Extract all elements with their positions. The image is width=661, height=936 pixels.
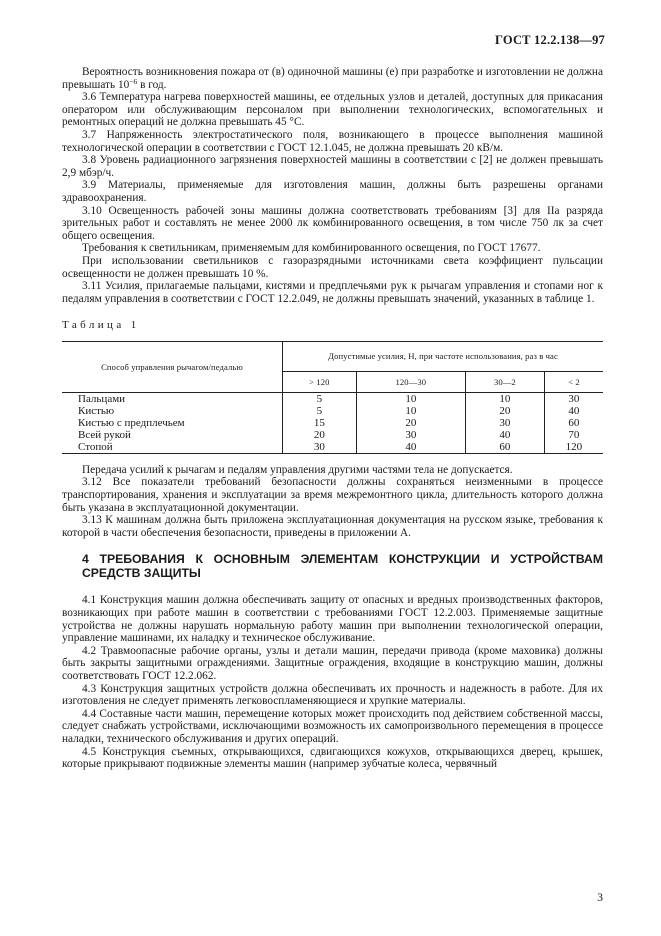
table-cell: 5: [316, 392, 323, 405]
paragraph-3-13: 3.13 К машинам должна быть приложена эксплуатационная документация на русском языке, требования к которой в части обеспечения безопасности, приведены в приложении А.: [62, 514, 603, 539]
table-cell: Всей рукой: [78, 428, 131, 441]
paragraph-3-6: 3.6 Температура нагрева поверхностей машины, ее отдельных узлов и деталей, доступных для прикасания оператором или обслуживающим персоналом при выполнении технологических, вспомогательных и ремонтных операций не должна превышать 45 °С.: [62, 91, 603, 129]
table-cell: 60: [499, 440, 511, 453]
paragraph-4-3: 4.3 Конструкция защитных устройств должна обеспечивать их прочность и надежность в работе. Для их изготовления не следует применять легковоспламеняющиеся и хрупкие материалы.: [62, 682, 603, 708]
table-cell: 60: [568, 416, 580, 429]
paragraph-3-8: 3.8 Уровень радиационного загрязнения поверхностей машины в соответствии с [2] не должен превышать 2,9 мбэр/ч.: [62, 154, 603, 179]
paragraph-3-7: 3.7 Напряженность электростатического поля, возникающего в процессе выполнения машиной технологической операции в соответствии с ГОСТ 12.1.045, не должна превышать 20 кВ/м.: [62, 128, 603, 154]
table-cell: 10: [499, 392, 511, 405]
table-cell: 40: [499, 428, 511, 441]
section-4-heading: 4 ТРЕБОВАНИЯ К ОСНОВНЫМ ЭЛЕМЕНТАМ КОНСТРУКЦИИ И УСТРОЙСТВАМ СРЕДСТВ ЗАЩИТЫ: [82, 552, 603, 580]
paragraph-3-12: 3.12 Все показатели требований безопасности должны сохраняться неизменными в процессе транспортирования, хранения и эксплуатации за время межремонтного цикла, длительность которого должна быть указана в эксплуатационной документации.: [62, 476, 603, 514]
table-methods-column: [62, 392, 283, 453]
table-subheader: 30—2: [465, 371, 544, 392]
paragraph-4-4: 4.4 Составные части машин, перемещение которых может происходить под действием собственной массы, следует снабжать устройствами, исключающими возможность их самопроизвольного перемещения в процессе наладки, технического обслуживания и других операций.: [62, 707, 603, 745]
table-cell: Кистью с предплечьем: [78, 416, 185, 429]
table-caption: Таблица 1: [62, 319, 140, 332]
paragraph-forces: Передача усилий к рычагам и педалям управления другими частями тела не допускается.: [82, 463, 513, 476]
table-cell: 40: [405, 440, 417, 453]
paragraph-fire-probability: [62, 66, 603, 91]
paragraph-lamps: Требования к светильникам, применяемым для комбинированного освещения, по ГОСТ 17677.: [82, 242, 541, 255]
table-values-column: [356, 392, 465, 453]
paragraph-3-11: 3.11 Усилия, прилагаемые пальцами, кистями и предплечьями рук к рычагам управления и стопами ног к педалям управления в соответствии с ГОСТ 12.2.049, не должны превышать значений, указанных в таблице 1.: [62, 280, 603, 305]
table-cell: 20: [499, 404, 511, 417]
table-cell: 10: [405, 404, 417, 417]
table-cell: 20: [313, 428, 325, 441]
table-cell: 10: [405, 392, 417, 405]
table-header-method: Способ управления рычагом/педалью: [62, 341, 283, 392]
table-header-group: Допустимые усилия, Н, при частоте использования, раз в час: [283, 341, 604, 371]
table-cell: Кистью: [78, 404, 115, 417]
table-cell: 20: [405, 416, 417, 429]
paragraph-4-5: 4.5 Конструкция съемных, открывающихся, сдвигающихся кожухов, открывающихся дверец, крышек, которые прикрывают подвижные элементы машин (например зубчатые колеса, червячный: [62, 745, 603, 771]
table-cell: 5: [316, 404, 323, 417]
exponent: −6: [129, 76, 138, 86]
table-cell: 30: [313, 440, 325, 453]
table-cell: 30: [568, 392, 580, 405]
table-cell: 70: [568, 428, 580, 441]
table-values-column: [544, 392, 603, 453]
paragraph-3-10: 3.10 Освещенность рабочей зоны машины должна соответствовать требованиям [3] для IIа разряда зрительных работ и составлять не менее 2000 лк комбинированного освещения, в том числе 750 лк за счет общего освещения.: [62, 204, 603, 242]
table-cell: 15: [313, 416, 325, 429]
fire-probability-text: Вероятность возникновения пожара от (в) одиночной машины (е) при разработке и изготовлении не должна превышать 10: [62, 66, 603, 91]
table-subheader: > 120: [283, 371, 357, 392]
page-number: 3: [597, 892, 603, 904]
table-values-column: [465, 392, 544, 453]
table-cell: 30: [499, 416, 511, 429]
force-limits-table: [62, 341, 603, 454]
standard-number: ГОСТ 12.2.138—97: [495, 33, 605, 47]
table-cell: 30: [405, 428, 417, 441]
paragraph-4-1: 4.1 Конструкция машин должна обеспечивать защиту от опасных и вредных производственных факторов, возникающих при работе машин в соответствии с требованиями ГОСТ 12.2.003. Применяемые защитные устройства не должны нарушать нормальную работу машин при выполнении технологической операции, управление машинами, их наладку и техническое обслуживание.: [62, 594, 603, 645]
table-cell: 120: [565, 440, 583, 453]
table-cell: Пальцами: [78, 392, 126, 405]
paragraph-ripple: При использовании светильников с газоразрядными источниками света коэффициент пульсации освещенности не должен превышать 10 %.: [62, 254, 603, 280]
table-values-column: [283, 392, 357, 453]
fire-probability-tail: в год.: [137, 78, 167, 91]
table-subheader: 120—30: [356, 371, 465, 392]
table-cell: Стопой: [78, 440, 113, 453]
table-cell: 40: [568, 404, 580, 417]
paragraph-3-9: 3.9 Материалы, применяемые для изготовления машин, должны быть разрешены органами здравоохранения.: [62, 179, 603, 204]
table-subheader: < 2: [544, 371, 603, 392]
paragraph-4-2: 4.2 Травмоопасные рабочие органы, узлы и детали машин, передачи привода (кроме маховика) должны быть закрыты защитными ограждениями. Защитные ограждения, входящие в конструкцию машин, должны соответствовать ГОСТ 12.2.062.: [62, 644, 603, 682]
page-body: [62, 66, 603, 771]
